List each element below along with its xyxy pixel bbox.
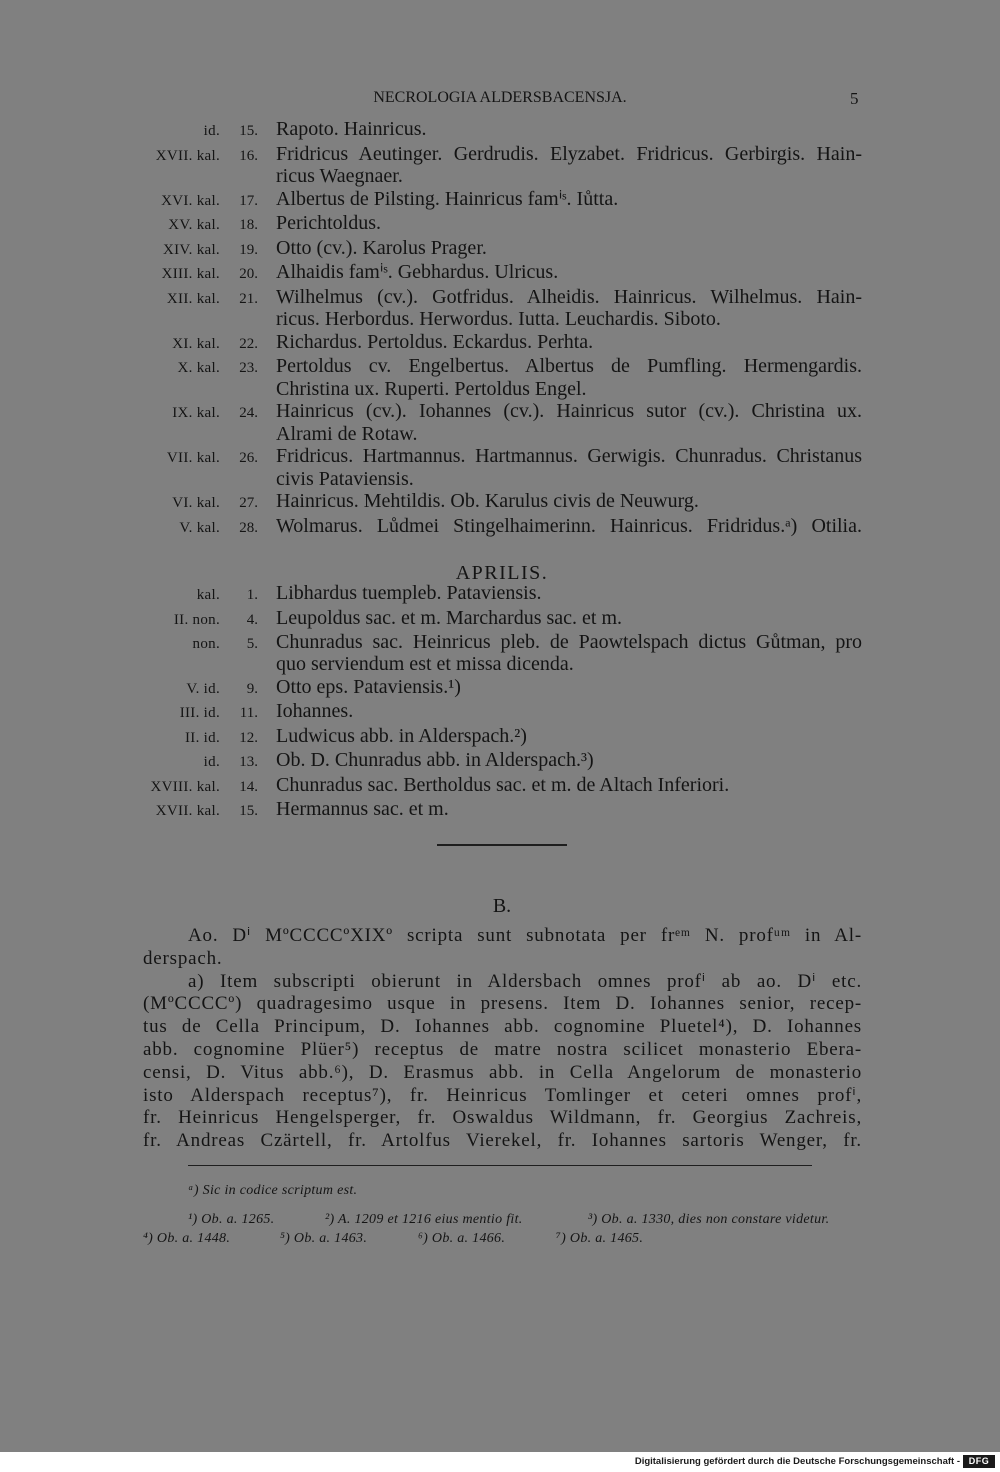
paragraph-line: tus de Cella Principum, D. Iohannes abb. cognomine Pluetel⁴), D. Iohannes [143,1016,862,1038]
entry-calendar-date: id. [203,123,220,139]
entry-text-line: Pertoldus cv. Engelbertus. Albertus de Pumfling. Hermengardis. [276,355,862,377]
entry-day-number: 9. [246,680,258,697]
footnote-5: ⁵) Ob. a. 1463. [280,1231,368,1246]
entry-calendar-date: V. kal. [179,519,220,536]
entry-calendar-date: XIV. kal. [162,241,220,258]
entry-calendar-date: non. [192,636,220,652]
entry-names [258,445,862,490]
footnote-textual-a: ᵃ) Sic in codice scriptum est. [188,1183,358,1198]
entry-day-number: 15. [239,803,258,820]
entry-names [258,676,862,698]
entry-text-line: Perichtoldus. [276,212,381,234]
entry-day-number: 17. [239,192,258,209]
section-b-paragraph [143,925,862,1153]
entry-calendar-date: kal. [196,587,220,603]
necrology-april-entries [140,582,862,823]
entry-day-number: 20. [239,266,258,282]
entry-calendar-date: id. [203,754,220,771]
entry-calendar-date: XVIII. kal. [150,778,220,795]
entry-names [258,188,862,211]
entry-names [258,355,862,400]
page-number: 5 [850,89,859,108]
entry-names [258,490,862,513]
section-separator-rule [437,844,567,846]
entry-calendar-date: XVI. kal. [161,192,220,209]
entry-names [258,237,862,260]
entry-names [258,261,862,284]
entry-calendar-date: III. id. [179,705,220,722]
entry-text-line: quo serviendum est et missa dicenda. [276,653,574,676]
entry-text-line: Christina ux. Ruperti. Pertoldus Engel. [276,377,587,400]
entry-calendar-date: VI. kal. [172,495,220,511]
entry-day-number: 5. [246,636,258,652]
entry-day-number: 15. [239,123,258,139]
necrology-entry [140,355,862,400]
entry-text-line: Wilhelmus (cv.). Gotfridus. Alheidis. Hainricus. Wilhelmus. Hain- [276,285,862,308]
entry-day-number: 22. [239,335,258,352]
entry-names [258,515,862,538]
paragraph-line: a) Item subscripti obierunt in Aldersbach omnes profⁱ ab ao. Dⁱ etc. [188,970,862,992]
section-heading-b: B. [492,895,512,917]
entry-text-line: Fridricus Aeutinger. Gerdrudis. Elyzabet. Fridricus. Gerbirgis. Hain- [276,142,862,165]
footnote-6: ⁶) Ob. a. 1466. [418,1231,506,1246]
entry-text-line: Hainricus (cv.). Iohannes (cv.). Hainricus sutor (cv.). Christina ux. [276,400,862,422]
entry-day-number: 13. [239,754,258,771]
entry-text-line: Otto eps. Pataviensis.¹) [276,675,461,698]
entry-text-line: Albertus de Pilsting. Hainricus famⁱˢ. Iůtta. [276,187,619,210]
entry-day-number: 18. [239,217,258,233]
necrology-entry [140,237,862,262]
entry-day-number: 19. [239,241,258,258]
entry-names [258,286,862,331]
entry-text-line: ricus. Herbordus. Herwordus. Iutta. Leuchardis. Siboto. [276,308,721,330]
footnote-rule [188,1165,812,1166]
entry-names [258,118,862,141]
entry-day-number: 28. [239,519,258,536]
entry-names [258,607,862,629]
necrology-entry [140,515,862,540]
entry-text-line: Fridricus. Hartmannus. Hartmannus. Gerwigis. Chunradus. Christanus [276,445,862,467]
paragraph-line: derspach. [143,947,223,969]
necrology-entry [140,445,862,490]
entry-calendar-date: X. kal. [177,360,220,376]
necrology-entry [140,798,862,823]
entry-text-line: Richardus. Pertoldus. Eckardus. Perhta. [276,330,594,353]
entry-names [258,700,862,722]
necrology-entry [140,607,862,632]
entry-day-number: 12. [239,729,258,746]
paragraph-line: (MºCCCCº) quadragesimo usque in presens. Item D. Iohannes senior, recep- [143,993,862,1015]
necrology-entry [140,582,862,607]
entry-names [258,212,862,235]
paragraph-line: isto Alderspach receptus⁷), fr. Heinricus Tomlinger et ceteri omnes profⁱ, [143,1084,862,1106]
necrology-entry [140,286,862,331]
entry-text-line: Ludwicus abb. in Alderspach.²) [276,724,527,747]
entry-calendar-date: XIII. kal. [161,266,220,282]
necrology-entry [140,143,862,188]
paragraph-line: fr. Heinricus Hengelsperger, fr. Oswaldus Wildmann, fr. Georgius Zachreis, [143,1107,862,1129]
footnote-7: ⁷) Ob. a. 1465. [556,1231,644,1246]
month-heading-aprilis: APRILIS. [455,562,549,584]
entry-names [258,725,862,747]
entry-names [258,774,862,796]
entry-names [258,331,862,354]
necrology-entry [140,749,862,774]
necrology-entry [140,725,862,750]
necrology-entry [140,400,862,445]
entry-calendar-date: V. id. [186,680,220,697]
running-title: NECROLOGIA ALDERSBACENSJA. [373,89,627,106]
entry-day-number: 14. [239,778,258,795]
footnote-1: ¹) Ob. a. 1265. [188,1212,275,1227]
entry-text-line: Wolmarus. Lůdmei Stingelhaimerinn. Hainricus. Fridridus.ᵃ) Otilia. [276,514,862,537]
entry-names [258,798,862,820]
paragraph-line: fr. Andreas Czärtell, fr. Artolfus Vierekel, fr. Iohannes sartoris Wenger, fr. [143,1130,862,1152]
entry-text-line: Leupoldus sac. et m. Marchardus sac. et m. [276,606,623,629]
entry-names [258,582,862,604]
necrology-entry [140,676,862,701]
entry-calendar-date: XV. kal. [168,217,220,233]
entry-calendar-date: XVII. kal. [155,803,220,820]
necrology-entry [140,261,862,286]
necrology-entry [140,331,862,356]
entry-text-line: civis Pataviensis. [276,467,414,490]
necrology-entry [140,188,862,213]
entry-calendar-date: II. id. [184,729,220,746]
entry-text-line: Alrami de Rotaw. [276,422,418,445]
entry-text-line: Ob. D. Chunradus abb. in Alderspach.³) [276,749,594,772]
paragraph-line: abb. cognomine Plüer⁵) receptus de matre nostra scilicet monasterio Ebera- [143,1038,862,1060]
entry-day-number: 24. [239,405,258,421]
entry-text-line: Rapoto. Hainricus. [276,118,427,140]
necrology-entry [140,774,862,799]
necrology-entry [140,631,862,676]
necrology-entry [140,490,862,515]
entry-text-line: Hainricus. Mehtildis. Ob. Karulus civis de Neuwurg. [276,490,699,512]
paragraph-line: Ao. Dⁱ MºCCCCºXIXº scripta sunt subnotata per frᵉᵐ N. profᵘᵐ in Al- [188,925,862,946]
entry-day-number: 26. [239,450,258,466]
entry-day-number: 21. [239,290,258,307]
entry-text-line: Libhardus tuempleb. Pataviensis. [276,582,542,604]
entry-text-line: Otto (cv.). Karolus Prager. [276,236,487,259]
necrology-entry [140,118,862,143]
necrology-entry [140,212,862,237]
entry-text-line: Alhaidis famⁱˢ. Gebhardus. Ulricus. [276,261,559,283]
entry-calendar-date: IX. kal. [172,405,220,421]
entry-calendar-date: XII. kal. [166,290,220,307]
entry-day-number: 1. [246,587,258,603]
entry-names [258,749,862,771]
paragraph-line: censi, D. Vitus abb.⁶), D. Erasmus abb. in Cella Angelorum de monasterio [143,1061,862,1083]
entry-text-line: Chunradus sac. Heinricus pleb. de Paowtelspach dictus Gůtman, pro [276,631,862,653]
entry-day-number: 11. [239,705,258,722]
necrology-march-entries [140,118,862,539]
footnote-2: ²) A. 1209 et 1216 eius mentio fit. [325,1212,523,1227]
dfg-logo-icon: DFG [963,1455,995,1468]
entry-names [258,631,862,676]
entry-text-line: Iohannes. [276,700,354,723]
entry-calendar-date: II. non. [173,611,220,628]
entry-calendar-date: VII. kal. [166,450,220,466]
funding-credit: Digitalisierung gefördert durch die Deutsche Forschungsgemeinschaft - [634,1456,960,1467]
entry-text-line: Hermannus sac. et m. [276,798,449,821]
footnote-3: ³) Ob. a. 1330, dies non constare videtur. [588,1212,830,1227]
entry-text-line: ricus Waegnaer. [276,165,403,187]
entry-text-line: Chunradus sac. Bertholdus sac. et m. de Altach Inferiori. [276,773,730,796]
entry-calendar-date: XI. kal. [172,335,220,352]
entry-calendar-date: XVII. kal. [155,147,220,164]
necrology-entry [140,700,862,725]
footnote-4: ⁴) Ob. a. 1448. [143,1231,231,1246]
entry-day-number: 4. [246,611,258,628]
entry-names [258,143,862,188]
entry-day-number: 27. [239,495,258,511]
entry-names [258,400,862,445]
entry-day-number: 23. [239,360,258,376]
entry-day-number: 16. [239,147,258,164]
